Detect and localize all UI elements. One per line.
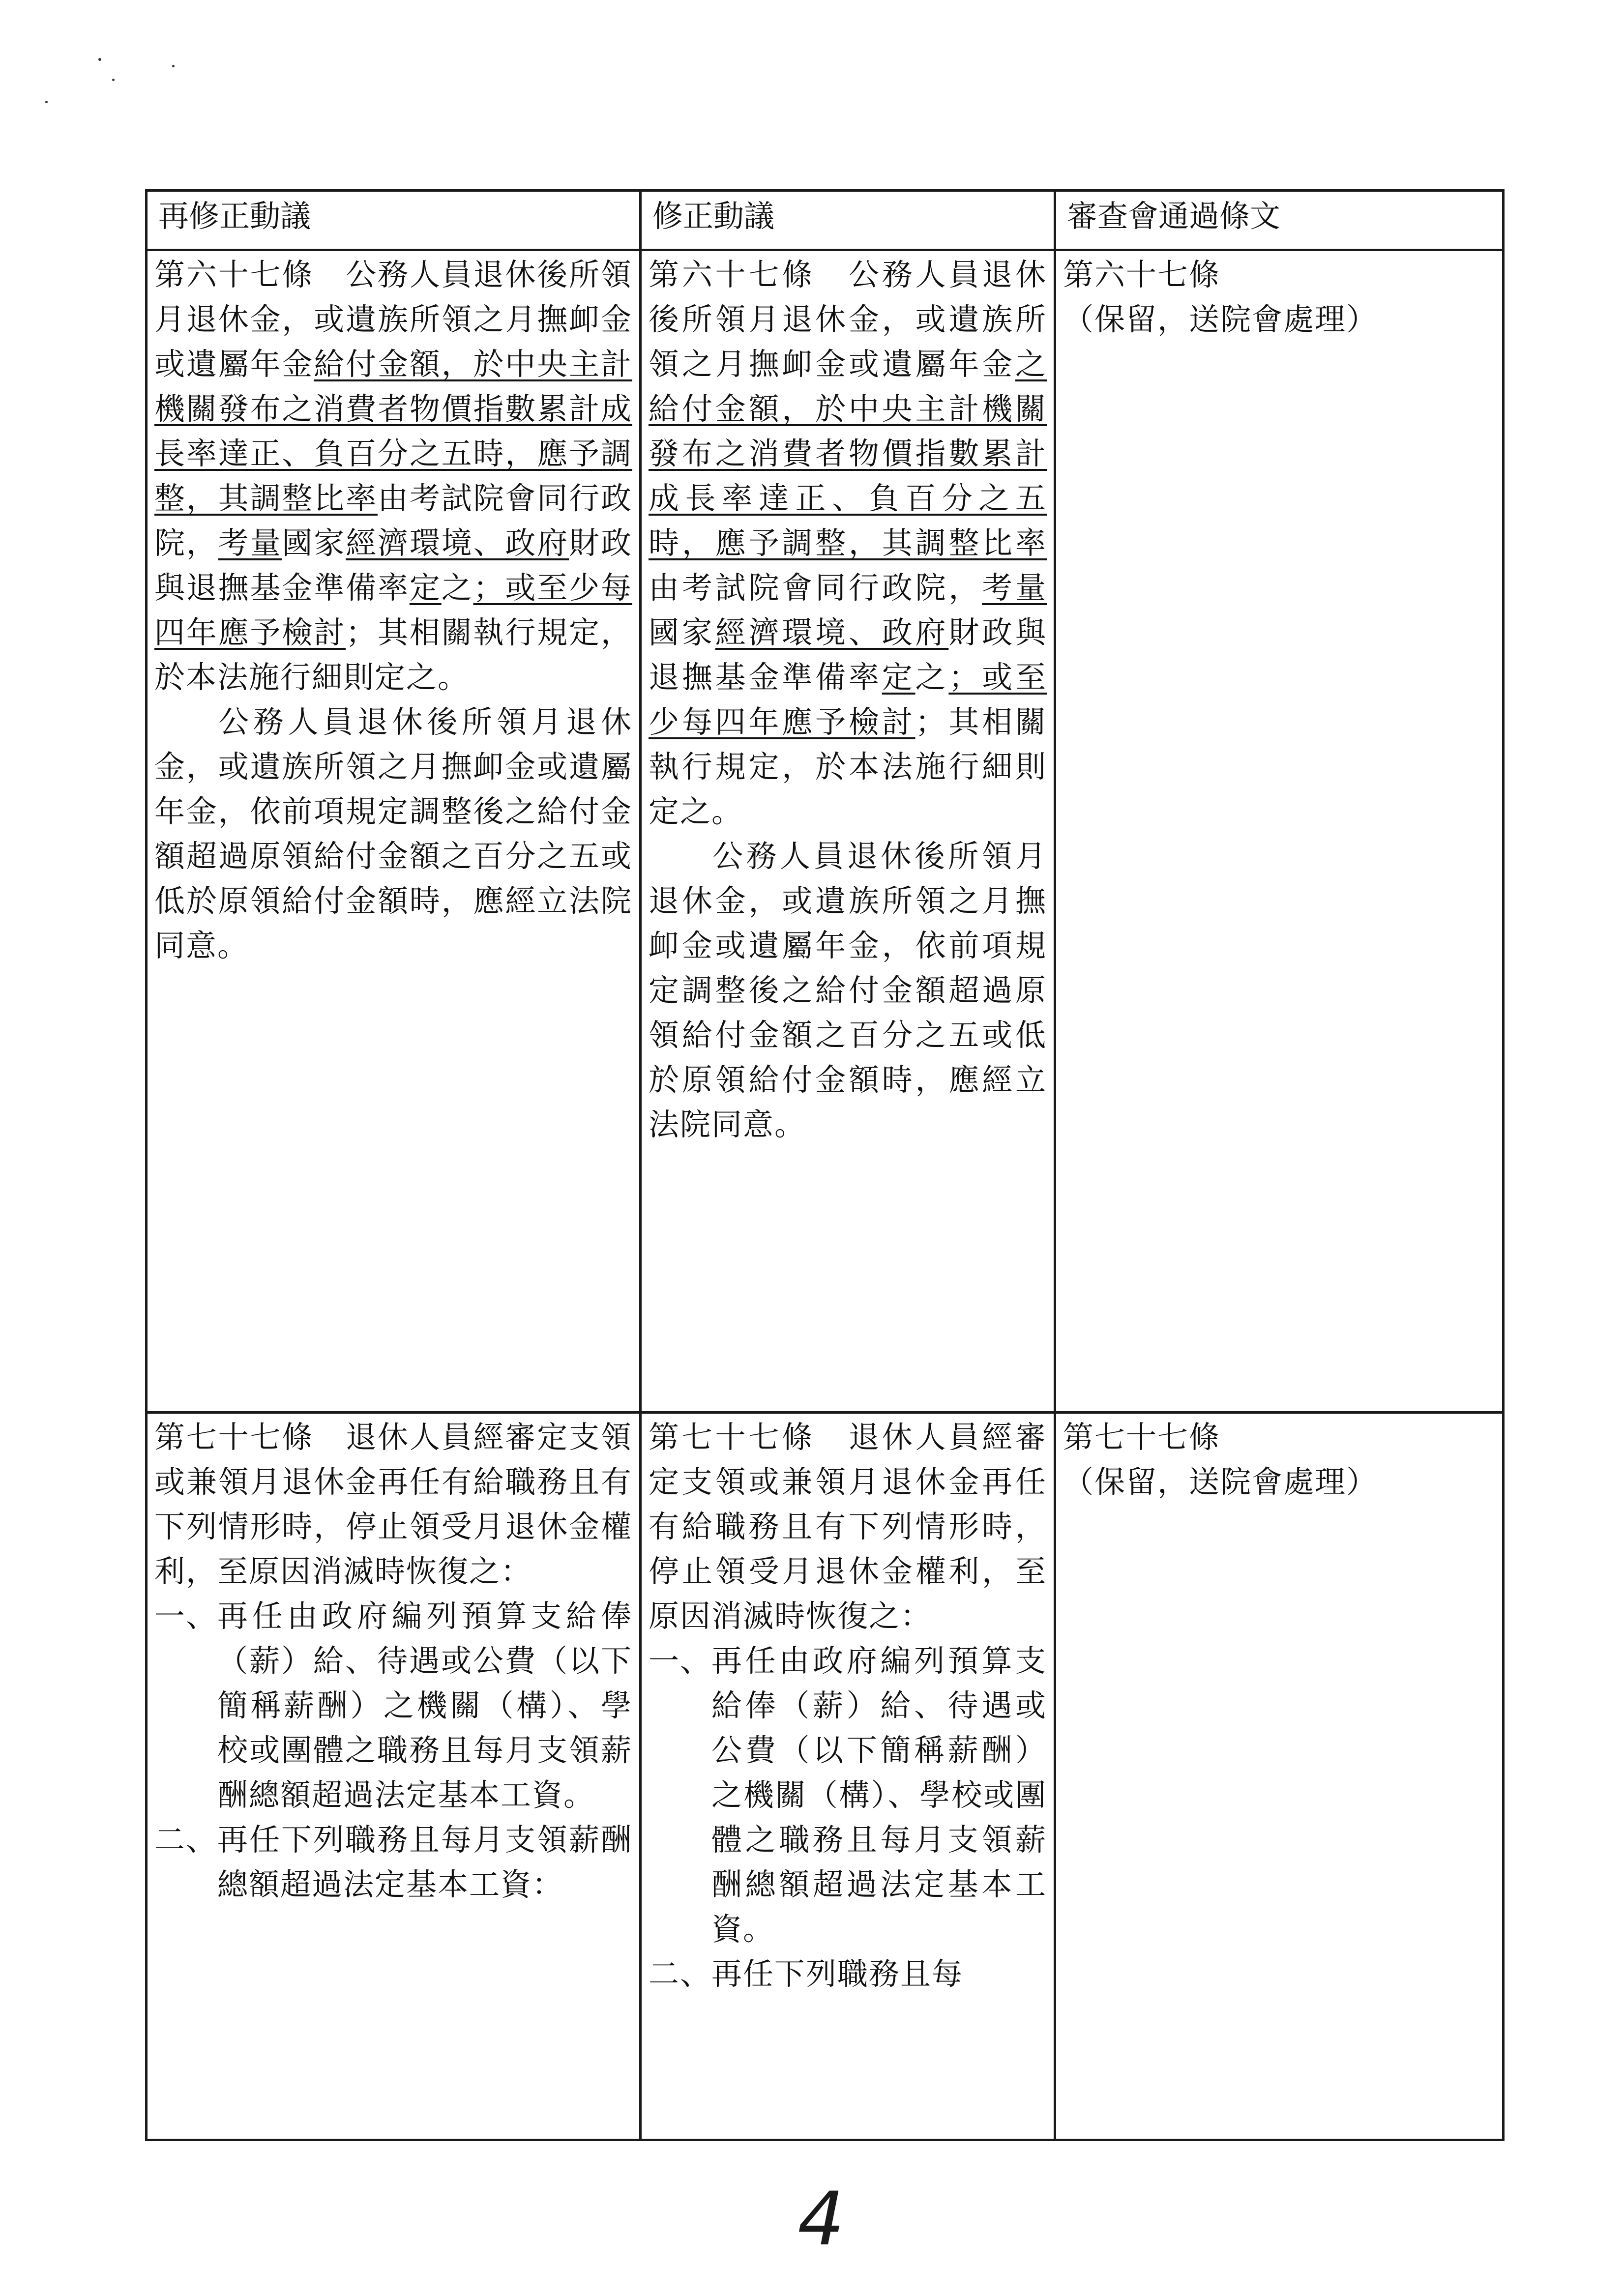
underlined-segment: ；或至少每四年應予檢討 [649,659,1047,740]
article-67-paragraph-1 [154,252,632,699]
underlined-segment: 經濟環境、政府 [346,525,569,561]
article-67-paragraph-1 [649,252,1047,834]
article-77-title: 第七十七條 [1063,1419,1221,1455]
underlined-segment: 考量 [982,570,1047,606]
text-segment: ；其相關執行規定，於本法施行細則定之。 [649,704,1047,829]
article-67-title: 第六十七條 [1063,257,1221,292]
table-header-row [147,191,1504,250]
underlined-segment: 給付金額，於中央主計機關發布之消費者物價指數累計成長率達正、負百分之五時，應予調整，其調整比率 [154,346,632,516]
list-item-text: 再任下列職務且每月支領薪酬總額超過法定基本工資： [217,1822,632,1902]
underlined-segment: 定 [882,659,915,695]
list-item-number: 二、 [154,1822,218,1858]
text-segment: 第六十七條 公務人員退休後所領月退休金，或遺族所領之月撫卹金或遺屬年金 [649,257,1047,382]
page-number: 4 [797,2177,845,2262]
text-segment: 第六十七條 公務人員退休後所領月退休金，或遺族所領之月撫卹金或遺屬年金 [154,257,632,382]
comparison-table [145,189,1505,2141]
text-segment: ；其相關執行規定，於本法施行細則定之。 [154,614,632,695]
table-row-article-77 [147,1413,1504,2140]
list-item-text: 再任由政府編列預算支給俸（薪）給、待遇或公費（以下簡稱薪酬）之機關（構）、學校或團體之職務且每月支領薪酬總額超過法定基本工資。 [217,1598,632,1813]
text-segment: 之 [441,570,473,606]
cell-article-67-revised-again [147,250,641,1413]
article-77-reserved-note: （保留，送院會處理） [1063,1464,1378,1500]
scan-speck [112,79,115,81]
cell-article-77-revised [641,1413,1055,2140]
header-committee-approved: 審查會通過條文 [1055,191,1504,250]
cell-article-67-approved [1055,250,1504,1413]
text-segment: 財政與退撫基金準備率 [154,525,632,606]
cell-article-77-approved [1055,1413,1504,2140]
list-item [154,1817,632,1907]
underlined-segment: 考量 [218,525,282,561]
list-item [154,1594,632,1817]
list-item [649,1951,1047,1996]
text-segment: 由考試院會同行政院， [154,480,632,561]
text-segment: 財政與退撫基金準備率 [649,614,1047,695]
scan-speck [98,58,101,61]
cell-article-77-revised-again [147,1413,641,2140]
underlined-segment: 經濟環境、政府 [715,614,949,650]
article-77-intro: 第七十七條 退休人員經審定支領或兼領月退休金再任有給職務且有下列情形時，停止領受月退休金權利，至原因消滅時恢復之： [154,1419,632,1589]
list-item-text: 再任由政府編列預算支給俸（薪）給、待遇或公費（以下簡稱薪酬）之機關（構）、學校或團體之職務且每月支領薪酬總額超過法定基本工資。 [711,1643,1047,1947]
table-row-article-67 [147,250,1504,1413]
underlined-segment: 定 [409,570,442,606]
comparison-table-wrapper [145,189,1502,2141]
list-item [649,1638,1047,1951]
underlined-segment: ；或至少每四年應予檢討 [154,570,632,650]
scan-speck [172,65,175,67]
list-item-number: 一、 [154,1598,218,1634]
article-67-paragraph-2: 公務人員退休後所領月退休金，或遺族所領之月撫卹金或遺屬年金，依前項規定調整後之給付金額超過原領給付金額之百分之五或低於原領給付金額時，應經立法院同意。 [649,838,1047,1142]
text-segment: 國家 [282,525,346,561]
article-67-paragraph-2: 公務人員退休後所領月退休金，或遺族所領之月撫卹金或遺屬年金，依前項規定調整後之給付金額超過原領給付金額之百分之五或低於原領給付金額時，應經立法院同意。 [154,704,632,963]
scan-speck [45,101,48,103]
list-item-text: 再任下列職務且每 [711,1956,964,1992]
article-77-intro: 第七十七條 退休人員經審定支領或兼領月退休金再任有給職務且有下列情形時，停止領受月退休金權利，至原因消滅時恢復之： [649,1419,1047,1634]
list-item-number: 一、 [649,1643,712,1679]
list-item-number: 二、 [649,1956,712,1992]
article-67-reserved-note: （保留，送院會處理） [1063,301,1378,337]
text-segment: 由考試院會同行政院， [649,570,982,606]
cell-article-67-revised [641,250,1055,1413]
underlined-segment: 之給付金額，於中央主計機關發布之消費者物價指數累計成長率達正、負百分之五時，應予調整，其調整比率 [649,346,1047,561]
header-revised-motion-again: 再修正動議 [147,191,641,250]
text-segment: 之 [915,659,949,695]
header-revised-motion: 修正動議 [641,191,1055,250]
text-segment: 國家 [649,614,715,650]
